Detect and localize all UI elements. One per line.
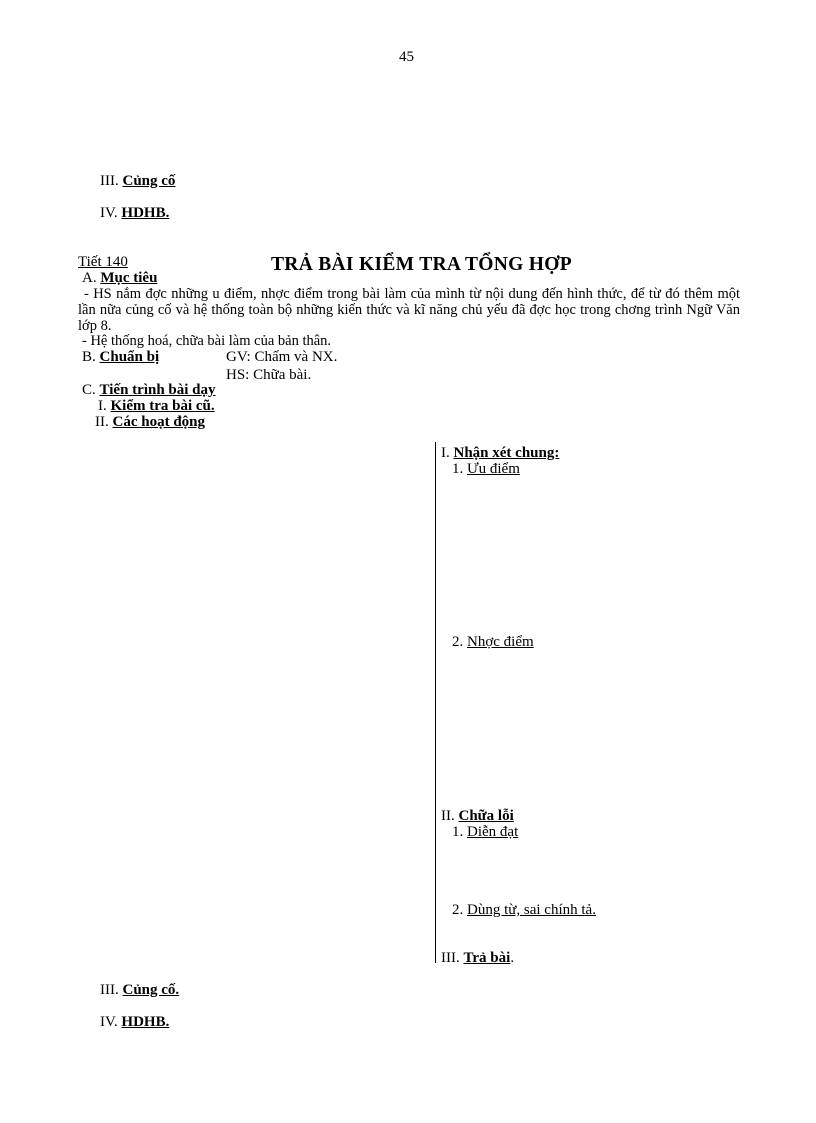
right-nhan-xet-number: I. [441, 445, 450, 461]
section-b-heading [82, 349, 159, 366]
section-c-heading [82, 382, 216, 399]
section-c-item-ii [95, 414, 205, 431]
right-dien-dat-number: 1. [452, 824, 464, 840]
bottom-cung-co-label: Củng cố. [122, 982, 180, 998]
section-c-letter: C. [82, 382, 96, 398]
right-dung-tu-label: Dùng từ, sai chính tả. [467, 902, 596, 918]
section-c-item-i [98, 398, 215, 415]
section-b-label: Chuẩn bị [99, 349, 160, 365]
right-tra-bai-number: III. [441, 950, 460, 966]
section-c-item-ii-number: II. [95, 414, 109, 430]
section-c-item-ii-label: Các hoạt động [112, 414, 206, 430]
right-nhuoc-diem-label: Nhợc điểm [467, 634, 534, 650]
section-c-label: Tiến trình bài dạy [99, 382, 216, 398]
right-uu-diem-label: Ưu điểm [467, 461, 520, 477]
section-b-hs: HS: Chữa bài. [226, 367, 312, 383]
column-divider [435, 442, 436, 963]
section-a-label: Mục tiêu [100, 270, 158, 286]
section-b-gv: GV: Chấm và NX. [226, 349, 338, 365]
right-nhan-xet-heading [441, 445, 559, 462]
page-number: 45 [399, 49, 414, 65]
right-chua-loi-number: II. [441, 808, 455, 824]
bottom-cung-co-number: III. [100, 982, 119, 998]
lesson-period: Tiết 140 [78, 254, 128, 270]
section-c-item-i-number: I. [98, 398, 107, 414]
top-cung-co-item [100, 173, 175, 190]
right-chua-loi-heading [441, 808, 514, 825]
right-tra-bai-heading [441, 950, 514, 967]
right-uu-diem-number: 1. [452, 461, 464, 477]
right-uu-diem-item [452, 461, 520, 478]
section-a-heading [82, 270, 157, 287]
section-a-paragraph-2: - Hệ thống hoá, chữa bài làm của bản thân. [82, 333, 332, 349]
right-dung-tu-number: 2. [452, 902, 464, 918]
bottom-hdhb-label: HDHB. [121, 1014, 170, 1030]
section-a-paragraph-1: - HS nắm đợc những u điểm, nhợc điểm trong bài làm của mình từ nội dung đến hình thức, để từ đó thêm một lần nữa củng cố và hệ thống toàn bộ những kiến thức và kĩ năng chủ yếu đã đợc học trong chơng trình Ngữ Văn lớp 8. [78, 286, 740, 334]
bottom-cung-co-item [100, 982, 179, 999]
section-c-item-i-label: Kiểm tra bài cũ. [110, 398, 215, 414]
section-a-letter: A. [82, 270, 97, 286]
bottom-hdhb-item [100, 1014, 169, 1031]
right-dien-dat-label: Diễn đạt [467, 824, 519, 840]
top-cung-co-label: Củng cố [122, 173, 176, 189]
top-hdhb-number: IV. [100, 205, 118, 221]
top-cung-co-number: III. [100, 173, 119, 189]
top-hdhb-item [100, 205, 169, 222]
top-hdhb-label: HDHB. [121, 205, 170, 221]
right-tra-bai-period: . [510, 950, 515, 966]
right-nhuoc-diem-item [452, 634, 534, 651]
right-chua-loi-label: Chữa lỗi [458, 808, 514, 824]
right-dung-tu-item [452, 902, 596, 919]
right-dien-dat-item [452, 824, 518, 841]
right-nhan-xet-label: Nhận xét chung: [453, 445, 560, 461]
right-nhuoc-diem-number: 2. [452, 634, 464, 650]
lesson-title: TRẢ BÀI KIỂM TRA TỔNG HỢP [271, 254, 572, 275]
section-b-letter: B. [82, 349, 96, 365]
right-tra-bai-label: Trả bài [463, 950, 511, 966]
bottom-hdhb-number: IV. [100, 1014, 118, 1030]
